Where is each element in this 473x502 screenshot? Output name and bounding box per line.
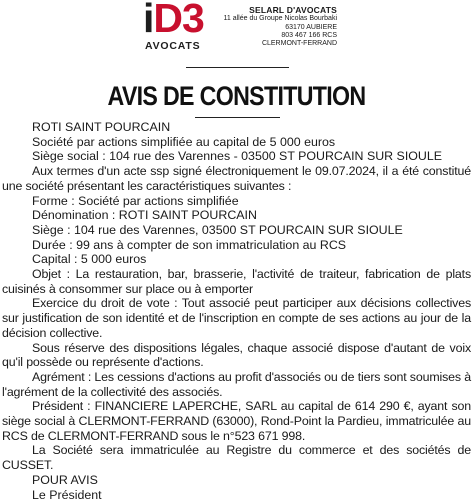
logo-wordmark [143, 0, 204, 39]
registered-office: Siège social : 104 rue des Varennes - 03500 ST POURCAIN SUR SIOULE [32, 149, 443, 164]
firm-address-line: 803 467 166 RCS [281, 31, 337, 39]
notice-body [0, 120, 473, 502]
logo-id3-text: iD3 [143, 0, 204, 41]
company-name: ROTI SAINT POURCAIN [32, 120, 171, 134]
pour-avis: POUR AVIS [32, 472, 98, 487]
signature: Le Président [32, 487, 102, 502]
company-form: Société par actions simplifiée au capital de 5 000 euros [32, 134, 336, 149]
registration-paragraph: La Société sera immatriculée au Registre du commerce et des sociétés de CUSSET. [2, 443, 471, 473]
firm-address-line: 11 allée du Groupe Nicolas Bourbaki [223, 15, 337, 23]
deed-paragraph: Aux termes d'un acte ssp signé électroniquement le 09.07.2024, il a été constitué une société présentant les caractéristiques suivantes : [2, 164, 471, 193]
notice-title: AVIS DE CONSTITUTION [107, 81, 366, 111]
voting-rights-paragraph: Exercice du droit de vote : Tout associé peut participer aux décisions collectives sur justification de son identité et de l'inscription en compte de ses actions au jour de la décision collective. [2, 296, 471, 340]
capital-line: Capital : 5 000 euros [32, 252, 147, 267]
purpose-paragraph: Objet : La restauration, bar, brasserie, l'activité de traiteur, fabrication de plats cuisinés à consommer sur place ou à emporter [2, 267, 471, 296]
divider-top [186, 67, 289, 68]
form-line: Forme : Société par actions simplifiée [32, 193, 239, 208]
legal-reserve-paragraph: Sous réserve des dispositions légales, chaque associé dispose d'autant de voix qu'il possède ou représente d'actions. [2, 340, 471, 370]
firm-logo [143, 0, 207, 52]
seat-line: Siège : 104 rue des Varennes, 03500 ST POURCAIN SUR SIOULE [32, 222, 403, 237]
president-paragraph: Président : FINANCIERE LAPERCHE, SARL au capital de 614 290 €, ayant son siège social à CLERMONT-FERRAND (63000), Rond-Point la Pardieu, immatriculée au RCS de CLERMONT-FERRAND sous le n°523 671 998. [2, 399, 471, 443]
logo-subtitle: AVOCATS [145, 40, 201, 52]
denomination-line: Dénomination : ROTI SAINT POURCAIN [32, 208, 257, 223]
firm-name: SELARL D'AVOCATS [249, 5, 337, 15]
duration-line: Durée : 99 ans à compter de son immatriculation au RCS [32, 237, 347, 252]
firm-address-block [212, 5, 337, 49]
divider-bottom [195, 117, 280, 118]
approval-paragraph: Agrément : Les cessions d'actions au profit d'associés ou de tiers sont soumises à l'agrément de la collectivité des associés. [2, 369, 471, 399]
firm-address-line: 63170 AUBIERE [285, 23, 337, 31]
firm-address-line: CLERMONT-FERRAND [261, 40, 337, 48]
